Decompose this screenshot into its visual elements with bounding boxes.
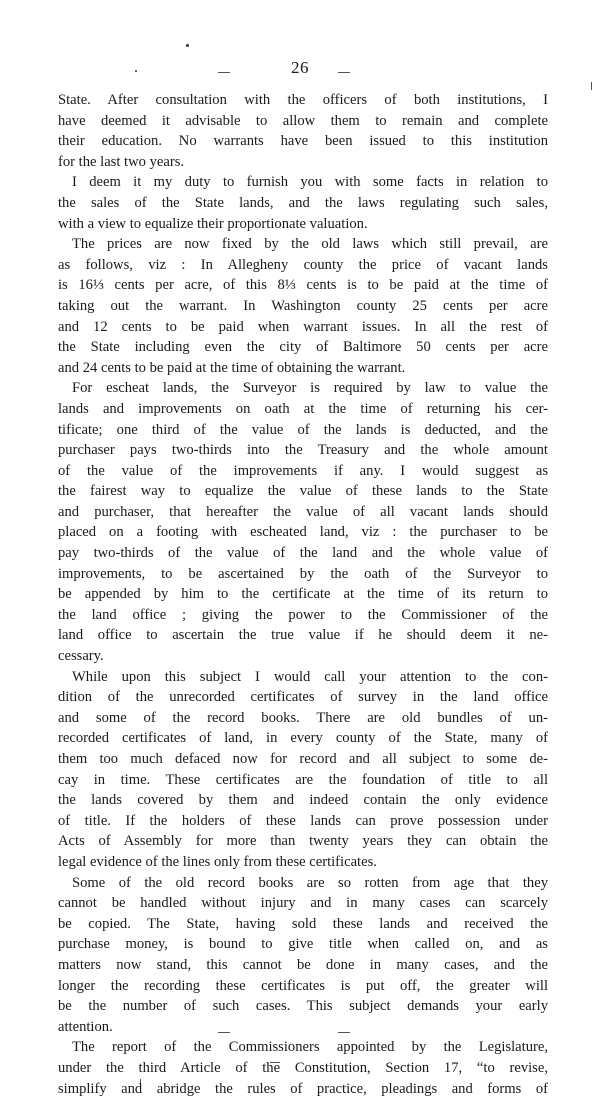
paragraph [58, 667, 548, 873]
text-line: purchaser pays two-thirds into the Treasury and the whole amount [58, 440, 548, 461]
text-line: be copied. The State, having sold these lands and received the [58, 914, 548, 935]
text-line: the land office ; giving the power to the Commissioner of the [58, 605, 548, 626]
text-line: Some of the old record books are so rotten from age that they [58, 873, 548, 894]
text-line: and 24 cents to be paid at the time of obtaining the warrant. [58, 358, 548, 379]
text-line: matters now stand, this cannot be done in many cases, and the [58, 955, 548, 976]
text-line: improvements, to be ascertained by the oath of the Surveyor to [58, 564, 548, 585]
text-line: of title. If the holders of these lands can prove possession under [58, 811, 548, 832]
text-line: of the value of the improvements if any. I would suggest as [58, 461, 548, 482]
text-line: the sales of the State lands, and the laws regulating such sales, [58, 193, 548, 214]
text-line: with a view to equalize their proportionate valuation. [58, 214, 548, 235]
text-line: dition of the unrecorded certificates of survey in the land office [58, 687, 548, 708]
scan-mark [591, 82, 592, 90]
text-line: While upon this subject I would call your attention to the con- [58, 667, 548, 688]
text-line: the State including even the city of Baltimore 50 cents per acre [58, 337, 548, 358]
paragraph [58, 873, 548, 1038]
text-line: attention. [58, 1017, 548, 1038]
paragraph [58, 234, 548, 378]
text-line: cay in time. These certificates are the foundation of title to all [58, 770, 548, 791]
text-line: The report of the Commissioners appointed by the Legislature, [58, 1037, 548, 1058]
text-line: taking out the warrant. In Washington county 25 cents per acre [58, 296, 548, 317]
text-line: For escheat lands, the Surveyor is required by law to value the [58, 378, 548, 399]
text-line: have deemed it advisable to allow them to remain and complete [58, 111, 548, 132]
body-text [58, 90, 548, 1099]
text-line: be the number of such cases. This subject demands your early [58, 996, 548, 1017]
text-line: State. After consultation with the officers of both institutions, I [58, 90, 548, 111]
text-line: their education. No warrants have been issued to this institution [58, 131, 548, 152]
text-line: The prices are now fixed by the old laws which still prevail, are [58, 234, 548, 255]
paragraph [58, 1037, 548, 1099]
text-line: and some of the record books. There are old bundles of un- [58, 708, 548, 729]
text-line: as follows, viz : In Allegheny county the price of vacant lands [58, 255, 548, 276]
text-line: lands and improvements on oath at the time of returning his cer- [58, 399, 548, 420]
text-line: under the third Article of the Constitution, Section 17, “to revise, [58, 1058, 548, 1079]
text-line: cessary. [58, 646, 548, 667]
text-line: for the last two years. [58, 152, 548, 173]
text-line: legal evidence of the lines only from these certificates. [58, 852, 548, 873]
text-line: the fairest way to equalize the value of these lands to the State [58, 481, 548, 502]
text-line: purchase money, is bound to give title when called on, and as [58, 934, 548, 955]
text-line: tificate; one third of the value of the lands is deducted, and the [58, 420, 548, 441]
text-line: is 16⅓ cents per acre, of this 8⅓ cents is to be paid at the time of [58, 275, 548, 296]
text-line: them too much defaced now for record and all subject to some de- [58, 749, 548, 770]
text-line: placed on a footing with escheated land, viz : the purchaser to be [58, 522, 548, 543]
paragraph [58, 90, 548, 172]
text-line: I deem it my duty to furnish you with some facts in relation to [58, 172, 548, 193]
text-line: cannot be handled without injury and in many cases can scarcely [58, 893, 548, 914]
text-line: and 12 cents to be paid when warrant issues. In all the rest of [58, 317, 548, 338]
text-line: pay two-thirds of the value of the land and the whole value of [58, 543, 548, 564]
text-line: Acts of Assembly for more than twenty years they can obtain the [58, 831, 548, 852]
text-line: land office to ascertain the true value if he should deem it ne- [58, 625, 548, 646]
text-line: the lands covered by them and indeed contain the only evidence [58, 790, 548, 811]
text-line: be appended by him to the certificate at the time of its return to [58, 584, 548, 605]
text-line: and purchaser, that hereafter the value of all vacant lands should [58, 502, 548, 523]
text-line: simplify and abridge the rules of practice, pleadings and forms of [58, 1079, 548, 1099]
page-number: 26 [0, 58, 600, 78]
text-line: recorded certificates of land, in every county of the State, many of [58, 728, 548, 749]
paragraph [58, 172, 548, 234]
scan-speck [186, 44, 189, 47]
text-line: longer the recording these certificates is put off, the greater will [58, 976, 548, 997]
paragraph [58, 378, 548, 666]
